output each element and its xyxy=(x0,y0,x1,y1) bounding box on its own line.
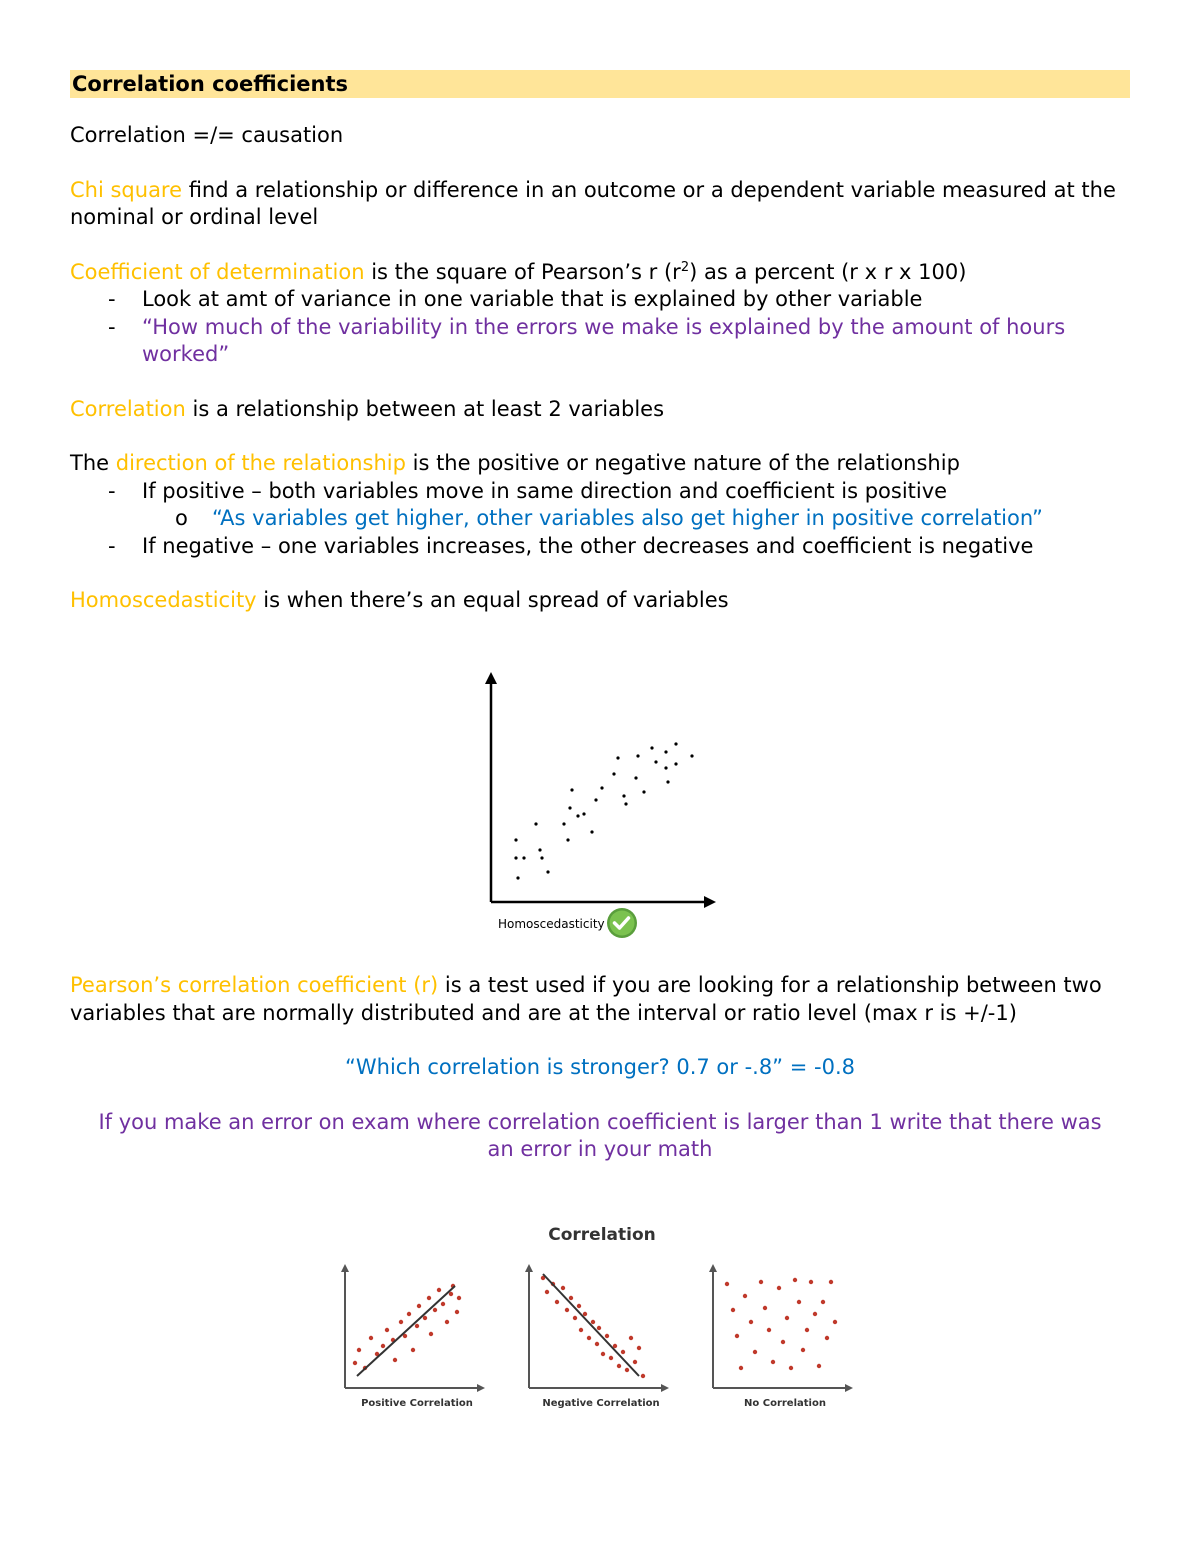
scatter-dot xyxy=(629,1336,633,1340)
list-item xyxy=(70,286,1130,314)
direction-text: is the positive or negative nature of the relationship xyxy=(405,451,960,475)
list-item xyxy=(70,505,1130,533)
scatter-dot xyxy=(562,822,565,825)
dash-bullet: - xyxy=(108,478,116,503)
cod-bullet-2: “How much of the variability in the errors we make is explained by the amount of hours worked” xyxy=(142,314,1066,366)
chi-square-term: Chi square xyxy=(70,177,183,202)
homoscedasticity-figure xyxy=(480,672,730,947)
cod-bullet-list xyxy=(70,286,1130,369)
y-axis-arrow xyxy=(525,1264,533,1272)
scatter-dot xyxy=(664,766,667,769)
correlation-figure-title: Correlation xyxy=(548,1225,656,1245)
scatter-dot xyxy=(825,1336,829,1340)
chi-square-text: find a relationship or difference in an outcome or a dependent variable measured at the nominal or ordinal level xyxy=(70,177,1116,229)
pearson-paragraph xyxy=(70,972,1130,1027)
dash-bullet: - xyxy=(108,287,116,311)
scatter-dot xyxy=(561,1286,565,1290)
list-item xyxy=(70,533,1130,561)
scatter-dot xyxy=(429,1332,433,1336)
direction-term: direction of the relationship xyxy=(115,451,406,475)
causation-line: Correlation =/= causation xyxy=(70,123,344,147)
scatter-dot xyxy=(522,856,525,859)
scatter-dot xyxy=(595,1342,599,1346)
scatter-dot xyxy=(753,1350,757,1354)
scatter-dot xyxy=(616,756,619,759)
scatter-dot xyxy=(445,1320,449,1324)
scatter-dot xyxy=(829,1280,833,1284)
scatter-dots xyxy=(514,742,693,879)
y-axis-arrow xyxy=(485,672,497,684)
x-axis-arrow xyxy=(661,1384,669,1392)
scatter-dot xyxy=(538,848,541,851)
scatter-dot xyxy=(568,806,571,809)
x-axis-arrow xyxy=(477,1384,485,1392)
correlation-figure xyxy=(335,1218,875,1418)
scatter-dot xyxy=(590,830,593,833)
scatter-dot xyxy=(546,870,549,873)
direction-sub-bullet: “As variables get higher, other variables also get higher in positive correlation” xyxy=(212,506,1043,530)
scatter-dot xyxy=(534,822,537,825)
scatter-dot xyxy=(600,786,603,789)
scatter-dot xyxy=(767,1328,771,1332)
scatter-dot xyxy=(641,1374,645,1378)
scatter-dot xyxy=(622,794,625,797)
scatter-dot xyxy=(617,1364,621,1368)
scatter-dot xyxy=(570,788,573,791)
scatter-dot xyxy=(785,1316,789,1320)
positive-correlation-label: Positive Correlation xyxy=(361,1398,473,1409)
scatter-dot xyxy=(566,838,569,841)
scatter-dot xyxy=(624,802,627,805)
page-title: Correlation coefficients xyxy=(70,70,1130,98)
scatter-dot xyxy=(731,1308,735,1312)
direction-bullet-negative: If negative – one variables increases, the other decreases and coefficient is negative xyxy=(142,533,1034,558)
scatter-dot xyxy=(612,772,615,775)
scatter-dot xyxy=(633,1360,637,1364)
scatter-dot xyxy=(621,1350,625,1354)
scatter-dot xyxy=(385,1328,389,1332)
correlation-text: is a relationship between at least 2 variables xyxy=(185,396,665,421)
correlation-term: Correlation xyxy=(70,396,186,421)
scatter-dot xyxy=(664,750,667,753)
scatter-dot xyxy=(540,856,543,859)
scatter-dot xyxy=(455,1310,459,1314)
scatter-dot xyxy=(833,1320,837,1324)
scatter-dot xyxy=(577,1304,581,1308)
scatter-dot xyxy=(601,1352,605,1356)
scatter-dot xyxy=(801,1348,805,1352)
scatter-dot xyxy=(650,746,653,749)
no-correlation-label: No Correlation xyxy=(744,1398,826,1409)
scatter-dot xyxy=(579,1328,583,1332)
scatter-dot xyxy=(763,1306,767,1310)
scatter-dot xyxy=(381,1344,385,1348)
scatter-dot xyxy=(415,1324,419,1328)
scatter-dot xyxy=(514,838,517,841)
scatter-dot xyxy=(817,1364,821,1368)
list-item xyxy=(70,314,1130,369)
scatter-dot xyxy=(634,776,637,779)
scatter-dot xyxy=(597,1326,601,1330)
cod-term: Coefficient of determination xyxy=(70,259,365,284)
cod-superscript: 2 xyxy=(680,259,690,275)
x-axis-arrow xyxy=(845,1384,853,1392)
scatter-dot xyxy=(514,856,517,859)
scatter-dot xyxy=(743,1294,747,1298)
scatter-dot xyxy=(399,1320,403,1324)
scatter-dot xyxy=(555,1300,559,1304)
cod-text-a: is the square of Pearson’s r (r xyxy=(364,259,681,284)
scatter-dot xyxy=(605,1334,609,1338)
trend-line xyxy=(543,1274,639,1376)
scatter-dot xyxy=(573,1316,577,1320)
direction-paragraph xyxy=(70,450,1130,478)
scatter-dot xyxy=(582,812,585,815)
dash-bullet: - xyxy=(108,314,116,339)
scatter-dot xyxy=(407,1312,411,1316)
cod-paragraph xyxy=(70,259,1130,287)
scatter-dot xyxy=(393,1358,397,1362)
scatter-dot xyxy=(781,1340,785,1344)
negative-correlation-panel xyxy=(525,1264,669,1392)
scatter-dot xyxy=(821,1300,825,1304)
scatter-dot xyxy=(357,1348,361,1352)
y-axis-arrow xyxy=(709,1264,717,1272)
scatter-dot xyxy=(777,1286,781,1290)
pearson-text: is a test used if you are looking for a relationship between two variables that are normally distributed and are at the interval or ratio level (max r is +/-1) xyxy=(70,973,1102,1025)
scatter-dot xyxy=(417,1304,421,1308)
scatter-dot xyxy=(441,1302,445,1306)
scatter-dot xyxy=(457,1296,461,1300)
pearson-term: Pearson’s correlation coefficient (r) xyxy=(70,973,439,997)
dash-bullet: - xyxy=(108,533,116,558)
check-icon xyxy=(607,908,637,938)
scatter-dot xyxy=(427,1296,431,1300)
direction-bullet-positive: If positive – both variables move in same direction and coefficient is positive xyxy=(142,478,948,503)
scatter-dot xyxy=(449,1292,453,1296)
homoscedasticity-paragraph xyxy=(70,587,1130,615)
direction-bullet-list xyxy=(70,478,1130,561)
scatter-dot xyxy=(771,1360,775,1364)
scatter-dot xyxy=(594,798,597,801)
scatter-dot xyxy=(813,1312,817,1316)
scatter-dot xyxy=(759,1280,763,1284)
scatter-dot xyxy=(793,1278,797,1282)
list-item xyxy=(70,478,1130,506)
scatter-dot xyxy=(576,814,579,817)
scatter-dot xyxy=(674,762,677,765)
cod-bullet-1: Look at amt of variance in one variable that is explained by other variable xyxy=(142,287,923,311)
scatter-dot xyxy=(625,1368,629,1372)
scatter-dot xyxy=(423,1316,427,1320)
stronger-question: “Which correlation is stronger? 0.7 or -.8” = -0.8 xyxy=(345,1055,855,1079)
chi-square-paragraph xyxy=(70,177,1130,232)
scatter-dot xyxy=(545,1290,549,1294)
scatter-dot xyxy=(789,1366,793,1370)
circle-bullet: o xyxy=(175,506,188,530)
homoscedasticity-label: Homoscedasticity xyxy=(498,917,605,931)
scatter-dot xyxy=(369,1336,373,1340)
scatter-dot xyxy=(654,760,657,763)
scatter-dot xyxy=(805,1328,809,1332)
scatter-dot xyxy=(609,1356,613,1360)
scatter-dot xyxy=(642,790,645,793)
homoscedasticity-term: Homoscedasticity xyxy=(70,588,257,612)
scatter-dot xyxy=(674,742,677,745)
scatter-dot xyxy=(565,1308,569,1312)
document-page xyxy=(70,70,1130,642)
scatter-dot xyxy=(636,754,639,757)
x-axis-arrow xyxy=(704,896,716,908)
scatter-dot xyxy=(809,1280,813,1284)
scatter-dot xyxy=(637,1346,641,1350)
y-axis-arrow xyxy=(341,1264,349,1272)
scatter-dot xyxy=(587,1336,591,1340)
exam-error-note: If you make an error on exam where correlation coefficient is larger than 1 write that there was an error in your math xyxy=(98,1109,1102,1161)
cod-text-b: ) as a percent (r x r x 100) xyxy=(689,259,967,284)
scatter-dot xyxy=(690,754,693,757)
scatter-dot xyxy=(666,780,669,783)
trend-line xyxy=(357,1286,455,1376)
direction-pre: The xyxy=(70,451,116,475)
lower-section xyxy=(70,972,1130,1191)
scatter-dot xyxy=(739,1366,743,1370)
scatter-dot xyxy=(797,1300,801,1304)
scatter-dot xyxy=(516,876,519,879)
scatter-dot xyxy=(591,1320,595,1324)
scatter-dot xyxy=(569,1296,573,1300)
scatter-dot xyxy=(749,1320,753,1324)
scatter-dot xyxy=(725,1282,729,1286)
positive-correlation-panel xyxy=(341,1264,485,1392)
scatter-dot xyxy=(353,1361,357,1365)
scatter-dot xyxy=(735,1334,739,1338)
no-correlation-panel xyxy=(709,1264,853,1392)
homoscedasticity-text: is when there’s an equal spread of variables xyxy=(256,588,729,612)
scatter-dot xyxy=(437,1288,441,1292)
negative-correlation-label: Negative Correlation xyxy=(542,1398,660,1409)
scatter-dot xyxy=(411,1348,415,1352)
scatter-dot xyxy=(433,1308,437,1312)
correlation-paragraph xyxy=(70,396,1130,424)
